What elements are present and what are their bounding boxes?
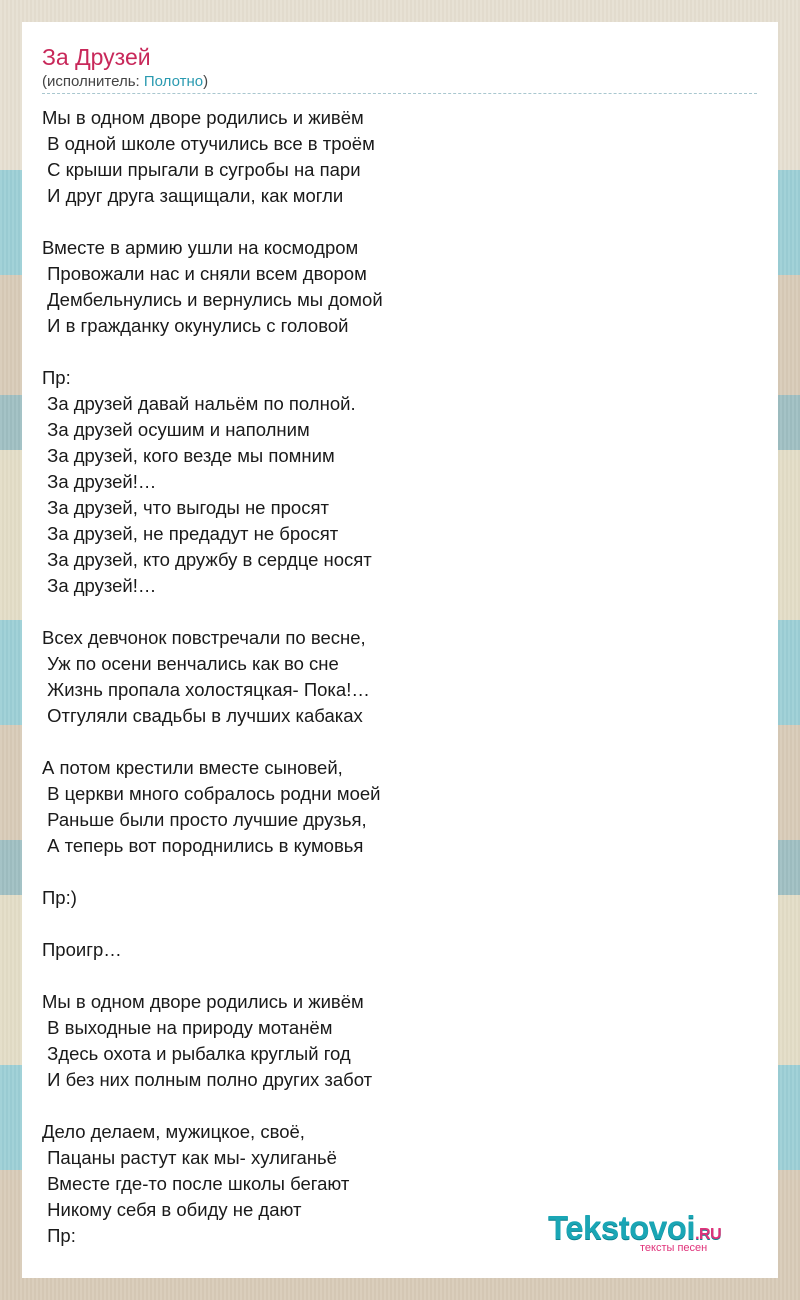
- lyric-line: Пр:: [42, 1225, 76, 1246]
- lyric-line: Дело делаем, мужицкое, своё,: [42, 1121, 305, 1142]
- lyric-line: Вместе где-то после школы бегают: [42, 1173, 350, 1194]
- lyric-line: Мы в одном дворе родились и живём: [42, 107, 364, 128]
- artist-prefix: (исполнитель:: [42, 73, 144, 90]
- song-title: За Друзей: [42, 44, 151, 70]
- lyric-line: И друг друга защищали, как могли: [42, 185, 344, 206]
- lyric-line: А теперь вот породнились в кумовья: [42, 835, 364, 856]
- lyric-line: С крыши прыгали в сугробы на пари: [42, 159, 361, 180]
- lyric-line: За друзей, что выгоды не просят: [42, 497, 329, 518]
- lyric-line: А потом крестили вместе сыновей,: [42, 757, 343, 778]
- lyric-line: Здесь охота и рыбалка круглый год: [42, 1043, 351, 1064]
- lyric-line: За друзей, кто дружбу в сердце носят: [42, 549, 372, 570]
- lyric-line: Никому себя в обиду не дают: [42, 1199, 302, 1220]
- lyric-line: Проигр…: [42, 939, 122, 960]
- lyric-line: В церкви много собралось родни моей: [42, 783, 381, 804]
- lyric-line: [42, 1093, 742, 1119]
- lyric-line: За друзей осушим и наполним: [42, 419, 310, 440]
- artist-suffix: ): [203, 73, 209, 90]
- lyric-line: За друзей!…: [42, 471, 157, 492]
- lyric-line: Пр:: [42, 367, 71, 388]
- lyric-line: И в гражданку окунулись с головой: [42, 315, 349, 336]
- logo-tld: .RU: [695, 1226, 722, 1243]
- logo-tagline: тексты песен: [640, 1242, 708, 1254]
- lyric-line: За друзей, кого везде мы помним: [42, 445, 335, 466]
- lyric-line: [42, 911, 742, 937]
- lyric-line: [42, 209, 742, 235]
- lyric-line: Пр:): [42, 887, 77, 908]
- lyric-line: Провожали нас и сняли всем двором: [42, 263, 367, 284]
- lyric-line: Вместе в армию ушли на космодром: [42, 237, 359, 258]
- lyric-line: Пацаны растут как мы- хулиганьё: [42, 1147, 337, 1168]
- lyric-line: [42, 963, 742, 989]
- lyric-line: Дембельнулись и вернулись мы домой: [42, 289, 383, 310]
- lyric-line: За друзей, не предадут не бросят: [42, 523, 339, 544]
- title-divider: [42, 93, 757, 94]
- artist-link[interactable]: Полотно: [143, 73, 204, 90]
- lyric-line: В одной школе отучились все в троём: [42, 133, 375, 154]
- lyric-line: Уж по осени венчались как во сне: [42, 653, 339, 674]
- lyric-line: Мы в одном дворе родились и живём: [42, 991, 364, 1012]
- lyrics-text: [42, 105, 742, 1249]
- lyric-line: В выходные на природу мотанём: [42, 1017, 333, 1038]
- lyric-line: За друзей!…: [42, 575, 157, 596]
- lyric-line: Всех девчонок повстречали по весне,: [42, 627, 366, 648]
- lyric-line: Жизнь пропала холостяцкая- Пока!…: [42, 679, 370, 700]
- lyric-line: Отгуляли свадьбы в лучших кабаках: [42, 705, 363, 726]
- lyric-line: [42, 729, 742, 755]
- lyric-line: [42, 599, 742, 625]
- logo-name: Tekstovoi: [548, 1209, 696, 1246]
- lyric-line: И без них полным полно других забот: [42, 1069, 373, 1090]
- lyric-line: Раньше были просто лучшие друзья,: [42, 809, 367, 830]
- site-logo[interactable]: [548, 1210, 758, 1260]
- lyric-line: [42, 339, 742, 365]
- artist-line: [42, 72, 208, 92]
- lyrics-card: [22, 22, 778, 1278]
- lyric-line: За друзей давай нальём по полной.: [42, 393, 356, 414]
- lyric-line: [42, 859, 742, 885]
